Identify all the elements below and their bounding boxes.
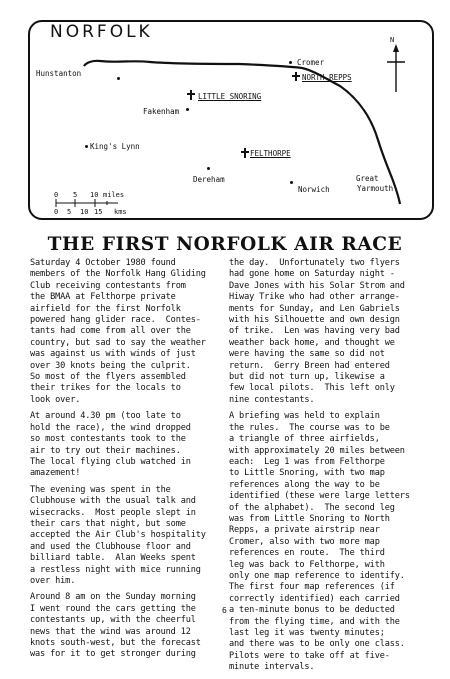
- scale-tick: 10: [80, 208, 89, 216]
- text-line: members of the Norfolk Hang Gliding: [30, 269, 206, 280]
- paragraph: [30, 485, 206, 588]
- text-line: Cromer, also with two more map: [229, 536, 380, 547]
- town-label: King's Lynn: [90, 142, 140, 151]
- text-line: air to try out their machines.: [30, 445, 181, 456]
- page-number: 6: [222, 606, 227, 615]
- text-line: Pilots were to take off at five-: [229, 650, 390, 661]
- text-line: billiard table. Alan Weeks spent: [30, 553, 196, 564]
- text-line: was for it to get stronger during: [30, 649, 196, 660]
- article-column-left: [30, 258, 206, 666]
- text-line: with approximately 20 miles between: [229, 445, 405, 456]
- text-line: Saturday 4 October 1980 found: [30, 258, 176, 268]
- text-line: to Little Snoring, with two map: [229, 468, 385, 479]
- town-dot: [290, 181, 293, 184]
- text-line: over him.: [30, 575, 76, 586]
- paragraph: [30, 258, 206, 406]
- text-line: contestants up, with the cheerful: [30, 615, 196, 626]
- text-line: Around 8 am on the Sunday morning: [30, 592, 196, 603]
- text-line: of the alphabet). The second leg: [229, 502, 395, 513]
- text-line: correctly identified) each carried: [229, 593, 400, 604]
- text-line: hold the race), the wind dropped: [30, 422, 191, 433]
- text-line: their cars that night, but some: [30, 518, 186, 529]
- scale-tick: 0: [54, 191, 59, 199]
- town-label: Dereham: [193, 175, 225, 184]
- text-line: amazement!: [30, 468, 81, 479]
- text-line: accepted the Air Club's hospitality: [30, 530, 206, 541]
- town-dot: [186, 108, 189, 111]
- text-line: look over.: [30, 394, 81, 405]
- text-line: minute intervals.: [229, 662, 315, 673]
- text-line: ments for Sunday, and Len Gabriels: [229, 303, 400, 314]
- text-line: the rules. The course was to be: [229, 422, 390, 433]
- text-line: from the flying time, and with the: [229, 616, 400, 627]
- text-line: A briefing was held to explain: [229, 411, 380, 422]
- text-line: Club receiving contestants from: [30, 280, 186, 291]
- text-line: return. Gerry Breen had entered: [229, 360, 390, 371]
- town-dot: [117, 77, 120, 80]
- north-label: N: [390, 36, 395, 44]
- text-line: Clubhouse with the usual talk and: [30, 496, 196, 507]
- scale-tick: 15: [94, 208, 103, 216]
- scale-tick: 5: [73, 191, 78, 199]
- text-line: leg was back to Felthorpe, with: [229, 559, 385, 570]
- text-line: and used the Clubhouse floor and: [30, 541, 191, 552]
- town-label: NORTH REPPS: [302, 73, 352, 82]
- airfield-icon-north-repps: [292, 72, 300, 81]
- town-label: Fakenham: [143, 107, 180, 116]
- text-line: last leg it was twenty minutes;: [229, 628, 385, 638]
- town-label: LITTLE SNORING: [198, 92, 262, 101]
- text-line: The first four map references (if: [229, 582, 395, 593]
- text-line: At around 4.30 pm (too late to: [30, 411, 181, 422]
- text-line: airfield for the first Norfolk: [30, 303, 181, 314]
- town-label: Norwich: [298, 185, 330, 194]
- text-line: was from Little Snoring to North: [229, 513, 390, 524]
- text-line: news that the wind was around 12: [30, 626, 191, 637]
- paragraph: [229, 258, 410, 406]
- airfield-icon-felthorpe: [241, 148, 249, 158]
- text-line: but did not turn up, likewise a: [229, 372, 385, 383]
- article-headline: THE FIRST NORFOLK AIR RACE: [47, 234, 403, 255]
- paragraph: [30, 592, 206, 660]
- map-title: NORFOLK: [50, 22, 153, 42]
- text-line: Hiway Trike who had other arrange-: [229, 292, 400, 303]
- text-line: the BMAA at Felthorpe private: [30, 292, 176, 303]
- text-line: a ten-minute bonus to be deducted: [229, 605, 395, 616]
- scale-tick: 5: [67, 208, 72, 216]
- text-line: The evening was spent in the: [30, 484, 171, 495]
- text-line: only one map reference to identify.: [229, 570, 405, 581]
- text-line: was against us with winds of just: [30, 349, 196, 360]
- text-line: the day. Unfortunately two flyers: [229, 258, 400, 268]
- text-line: wisecracks. Most people slept in: [30, 507, 196, 518]
- scale-tick: 10: [90, 191, 99, 199]
- text-line: and there was to be only one class.: [229, 639, 405, 650]
- article-column-right: [229, 258, 410, 679]
- town-dot: [289, 61, 292, 64]
- text-line: The local flying club watched in: [30, 456, 191, 467]
- town-label: FELTHORPE: [250, 149, 291, 158]
- text-line: of trike. Len was having very bad: [229, 326, 400, 337]
- town-label: Great: [356, 174, 379, 183]
- town-dot: [207, 167, 210, 170]
- north-arrow-icon: [387, 44, 405, 92]
- text-line: references along the way to be: [229, 479, 380, 490]
- text-line: so most contestants took to the: [30, 434, 186, 445]
- text-line: So most of the flyers assembled: [30, 372, 186, 383]
- text-line: a triangle of three airfields,: [229, 434, 380, 445]
- coastline: [84, 61, 400, 204]
- town-label: Cromer: [297, 58, 325, 67]
- text-line: references en route. The third: [229, 548, 385, 559]
- text-line: Repps, a private airstrip near: [229, 525, 380, 536]
- text-line: each: Leg 1 was from Felthorpe: [229, 456, 385, 467]
- text-line: powered hang glider race. Contes-: [30, 315, 201, 326]
- text-line: were having the same so did not: [229, 349, 385, 360]
- town-label: Yarmouth: [357, 184, 394, 193]
- text-line: with his Silhouette and own design: [229, 315, 400, 326]
- scale-unit-miles: miles: [103, 191, 125, 199]
- text-line: nine contestants.: [229, 394, 315, 405]
- text-line: few local pilots. This left only: [229, 383, 395, 394]
- town-dot: [85, 145, 88, 148]
- text-line: had gone home on Saturday night -: [229, 269, 395, 280]
- map-scale-bar: [56, 199, 118, 207]
- text-line: tants had come from all over the: [30, 326, 191, 337]
- text-line: a restless night with mice running: [30, 564, 201, 575]
- airfield-icon-little-snoring: [187, 90, 195, 100]
- text-line: country, but sad to say the weather: [30, 337, 206, 348]
- text-line: weather back home, and thought we: [229, 337, 395, 348]
- text-line: I went round the cars getting the: [30, 603, 196, 614]
- text-line: their trikes for the locals to: [30, 383, 181, 394]
- paragraph: [229, 411, 410, 673]
- town-label: Hunstanton: [36, 69, 82, 78]
- paragraph: [30, 411, 206, 479]
- scale-unit-kms: kms: [114, 208, 127, 216]
- scale-tick: 0: [54, 208, 59, 216]
- text-line: identified (these were large letters: [229, 491, 410, 502]
- text-line: Dave Jones with his Solar Strom and: [229, 280, 405, 291]
- text-line: knots south-west, but the forecast: [30, 638, 201, 648]
- text-line: over 30 knots being the culprit.: [30, 360, 191, 371]
